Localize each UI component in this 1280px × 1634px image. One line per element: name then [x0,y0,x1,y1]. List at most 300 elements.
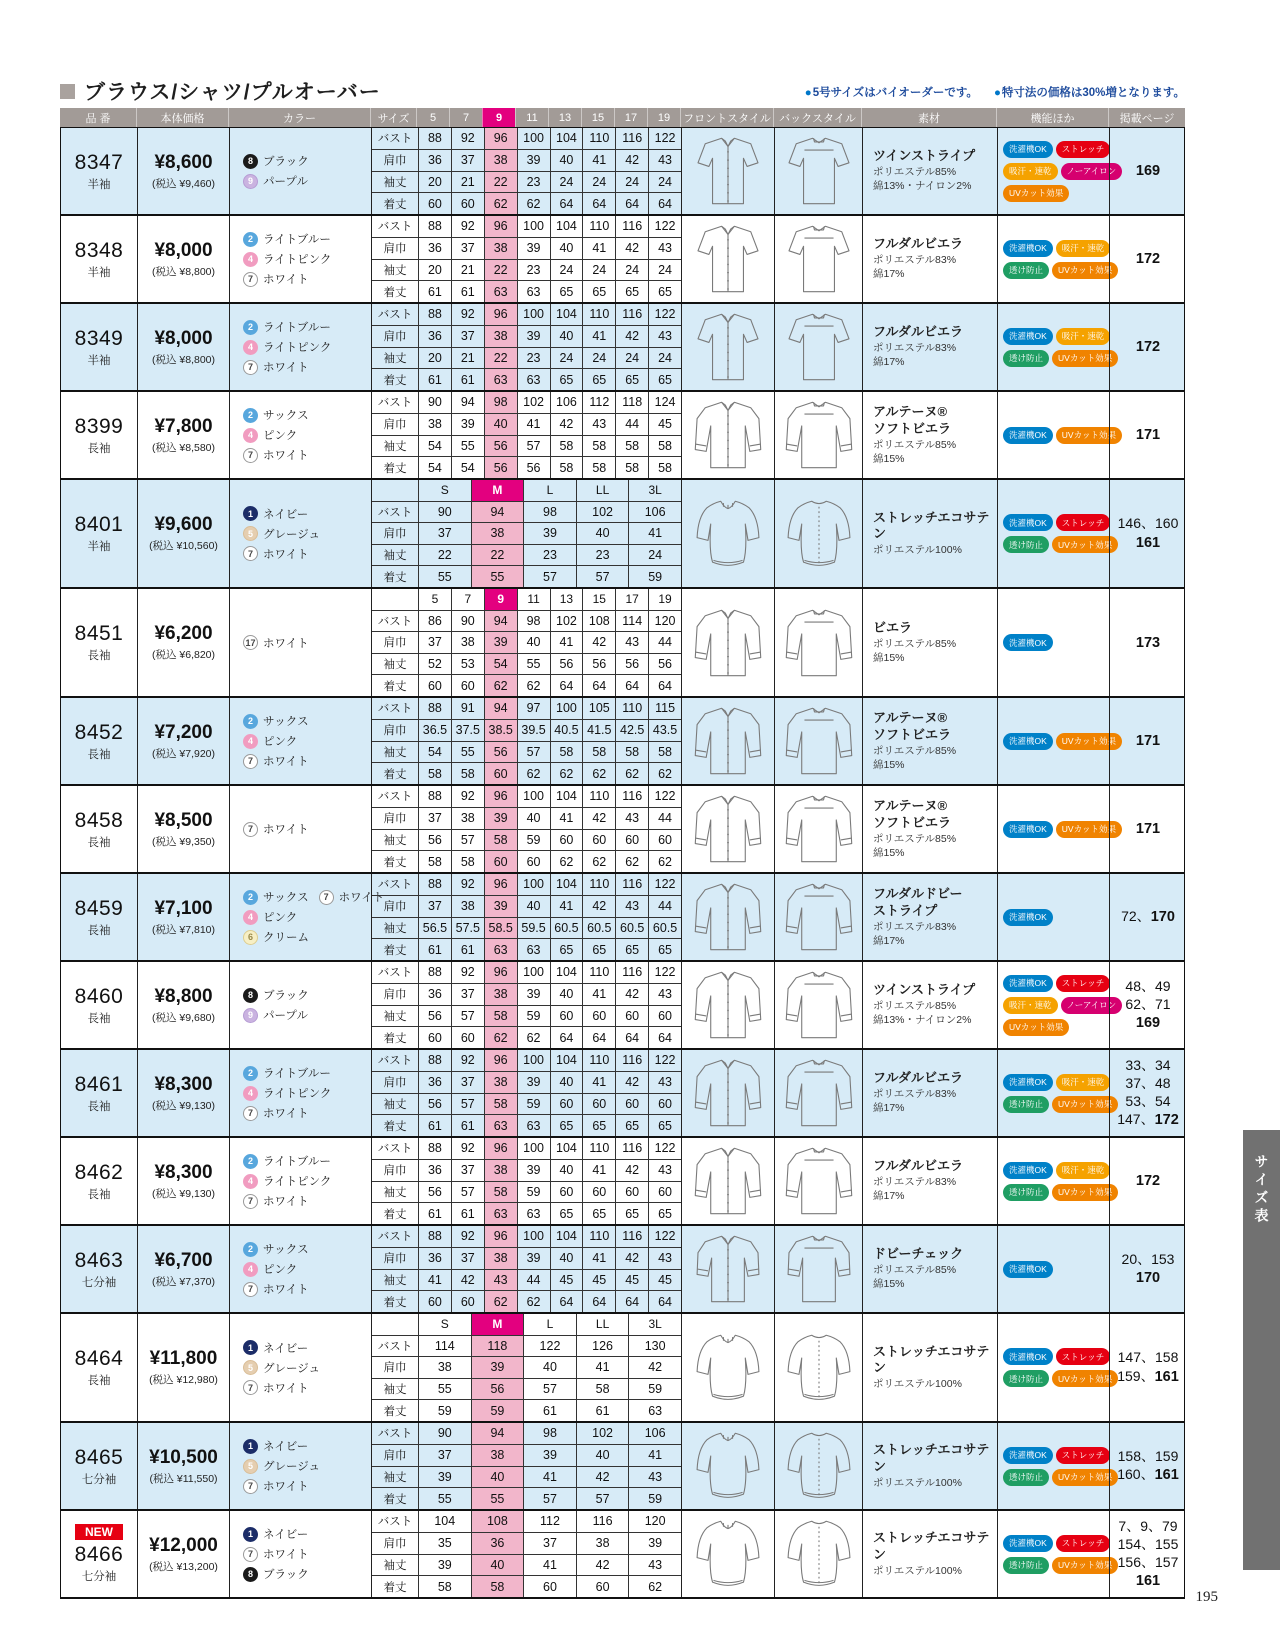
back-style-illustration [782,965,856,1045]
functions-cell [997,1511,1113,1597]
measure-value: 102 [576,1423,629,1444]
back-style-illustration [782,1426,856,1506]
measure-value: 62 [517,675,550,696]
material-name: フルダルビエラ [873,324,963,340]
measure-value: 57 [451,1094,484,1115]
measure-row [372,1247,681,1269]
measure-value: 122 [648,1138,681,1159]
page-reference: 147、172 [1117,1111,1179,1129]
color-label: ネイビー [263,1342,309,1355]
measure-value: 116 [615,874,648,895]
measure-label: バスト [377,1055,413,1068]
functions-cell [997,962,1117,1048]
measure-value: 88 [418,962,451,983]
measure-value: 57 [576,1488,629,1509]
sleeve-type: 半袖 [87,541,111,553]
function-badge-stretch: ストレッチ [1056,1348,1110,1365]
measure-row [372,1138,681,1159]
measure-row [372,544,681,566]
page-reference: 172 [1135,339,1161,356]
measure-value: 61 [451,281,484,302]
color-label: サックス [263,892,309,904]
color-label: ホワイト [263,1382,309,1395]
measure-value: 58 [484,1006,517,1027]
measure-value: 63 [517,1203,550,1224]
measure-value: 23 [517,348,550,369]
measure-label: 肩巾 [383,901,407,914]
measure-value: 100 [517,304,550,325]
price-cell [137,1314,229,1421]
material-name: ソフトビエラ [873,420,952,436]
color-label: グレージュ [263,528,321,541]
measure-value: 65 [550,939,583,960]
material-cell [862,698,997,784]
measure-value: 40 [484,414,517,435]
color-label: ライトピンク [263,1088,332,1100]
front-style-illustration [691,603,765,683]
color-label: パープル [263,176,308,188]
measure-value: 108 [471,1511,524,1532]
color-option [243,1193,309,1209]
color-swatch-icon: 7 [243,1282,258,1297]
measure-value: 90 [418,1423,471,1444]
color-options-cell [229,1138,371,1224]
measure-value: 60.5 [648,918,681,939]
measure-value: 59 [517,1094,550,1115]
price: ¥10,500 [149,1446,218,1468]
measure-row [372,1356,681,1378]
function-badge-stretch: ストレッチ [1056,1447,1110,1464]
measure-row [372,413,681,435]
measure-value: 100 [517,962,550,983]
measure-value: 110 [582,874,615,895]
measure-value: 59 [628,1379,681,1400]
measure-value: 60 [451,1291,484,1312]
material-cell [862,1314,997,1421]
measure-value: 100 [517,128,550,149]
measure-value: 58 [576,1379,629,1400]
size-header-cell: S [418,1314,471,1335]
measure-label: バスト [377,1428,413,1441]
product-id-cell [61,1226,137,1312]
measure-value: 65 [582,939,615,960]
measure-value: 96 [484,962,517,983]
measure-label: バスト [377,1143,413,1156]
page-title: ブラウス/シャツ/プルオーバー [84,81,381,104]
measure-value: 36 [418,150,451,171]
measure-value: 58 [418,851,451,872]
measure-value: 40 [550,150,583,171]
measure-value: 60 [517,851,550,872]
measure-row [372,192,681,214]
material-composition: ポリエステル100% [873,1564,962,1577]
measure-label: バスト [377,1516,413,1529]
measure-value: 56 [418,1094,451,1115]
color-label: クリーム [263,932,309,944]
material-composition: ポリエステル85% [873,438,957,451]
size-header-row [372,480,681,501]
measure-value: 42 [582,808,615,829]
measure-value: 36 [418,984,451,1005]
measure-value: 92 [451,1050,484,1071]
measure-value: 60 [418,675,451,696]
color-label: サックス [263,410,309,422]
measure-value: 36 [418,1072,451,1093]
measure-value: 62 [517,1291,550,1312]
measure-value: 38 [576,1533,629,1554]
color-label: ピンク [263,736,298,748]
measure-row [372,917,681,939]
function-badge-noiron: ノーアイロン [1061,163,1123,180]
front-style-illustration [691,1053,765,1133]
measure-row [372,1532,681,1554]
col-header-right-0: フロントスタイル [680,108,773,127]
color-label: ブラック [263,156,309,168]
color-option [243,173,308,189]
measure-value: 57 [451,1182,484,1203]
page-reference: 147、158 [1117,1349,1179,1366]
measure-value: 42 [576,1467,629,1488]
page-reference: 53、54 [1125,1093,1171,1110]
measure-value: 63 [484,281,517,302]
functions-cell [997,1138,1113,1224]
product-row-8452 [61,698,1184,786]
measure-value: 43 [484,1270,517,1291]
measure-value: 60 [550,830,583,851]
size-header-cell: 17 [615,589,648,610]
size-header-cell: 5 [418,589,451,610]
measure-value: 38 [484,1072,517,1093]
material-name: ソフトビエラ [873,814,952,830]
measure-value: 110 [582,1050,615,1071]
page-reference: 169 [1135,163,1161,180]
material-composition: 綿17% [873,1190,905,1203]
measure-value: 58 [582,436,615,457]
function-badge-uv: UVカット効果 [1056,821,1122,838]
material-name: ビエラ [873,619,913,635]
measure-value: 96 [484,786,517,807]
measure-value: 42 [615,1160,648,1181]
measure-value: 45 [648,1270,681,1291]
measure-value: 65 [648,1203,681,1224]
measure-row [372,435,681,457]
material-name: アルテーヌ® [873,709,948,725]
price-cell [137,480,229,587]
color-option [243,271,309,287]
sleeve-type: 長袖 [87,442,111,455]
measure-row [372,1444,681,1466]
measure-value: 114 [418,1336,471,1357]
tax-included-price: (税込 ¥8,800) [151,265,216,278]
measure-value: 100 [517,216,550,237]
material-cell [862,304,997,390]
product-row-8349 [61,304,1184,392]
measure-label: バスト [377,879,413,892]
page-reference: 37、48 [1125,1074,1171,1091]
color-option [243,231,331,247]
function-badge-wash: 洗濯機OK [1003,733,1053,750]
measure-value: 96 [484,1138,517,1159]
size-measurements-table [371,786,681,872]
measure-value: 58 [418,1576,471,1597]
measure-value: 110 [582,1226,615,1247]
measure-row [372,1114,681,1136]
color-label: ホワイト [263,1549,309,1561]
back-style-cell [774,698,862,784]
price: ¥8,300 [154,1161,213,1183]
price-cell [137,589,229,696]
measure-value: 39.5 [517,720,550,741]
measure-label: 着丈 [383,1405,407,1418]
size-measurements-table [371,480,681,587]
color-label: ライトブルー [263,1156,331,1168]
measure-row [372,983,681,1005]
measure-label: 着丈 [383,1581,407,1594]
measure-label: 着丈 [383,571,407,584]
measure-value: 37 [451,1248,484,1269]
measure-row [372,1423,681,1444]
tax-included-price: (税込 ¥9,350) [151,835,216,848]
measure-label: 袖丈 [383,1559,407,1572]
measure-row [372,1071,681,1093]
measure-value: 60 [582,830,615,851]
function-badge-uv: UVカット効果 [1052,1557,1118,1574]
measure-value: 39 [484,896,517,917]
page-reference: 169 [1135,1015,1161,1032]
tax-included-price: (税込 ¥8,800) [151,353,216,366]
page-reference: 170 [1135,1270,1161,1287]
measure-value: 43 [648,984,681,1005]
measure-value: 100 [517,1226,550,1247]
function-badge-uv: UVカット効果 [1003,1019,1069,1036]
measure-label: バスト [377,221,413,234]
measure-value: 42 [451,1270,484,1291]
front-style-cell [681,128,774,214]
material-name: フルダルドビー [873,885,963,901]
measure-value: 22 [418,545,471,566]
measure-label: 袖丈 [383,550,407,563]
tax-included-price: (税込 ¥7,810) [151,923,216,936]
catalog-pages-cell [1109,786,1186,872]
measure-row [372,698,681,719]
function-badge-sheer: 透け防止 [1003,1469,1049,1486]
price-cell [137,128,229,214]
measure-label: 袖丈 [383,1010,407,1023]
measure-value: 88 [418,698,451,719]
size-measurements-table [371,1138,681,1224]
material-cell [862,589,997,696]
catalog-pages-cell [1109,1423,1186,1509]
measure-value: 37 [418,523,471,544]
measure-label: 袖丈 [383,834,407,847]
page-number: 195 [1195,1589,1218,1605]
measure-value: 96 [484,1050,517,1071]
measure-value: 116 [615,304,648,325]
measure-value: 36 [418,1160,451,1181]
function-badge-sweat: 吸汗・速乾 [1003,997,1058,1014]
measure-value: 64 [648,1291,681,1312]
measure-label: 着丈 [383,768,407,781]
material-name: ドビーチェック [873,1246,964,1262]
color-label: ライトピンク [263,254,332,266]
color-option [243,1566,309,1582]
measure-value: 63 [517,369,550,390]
tax-included-price: (税込 ¥7,370) [151,1275,216,1288]
color-options-cell [229,786,371,872]
col-header-right-2: 素材 [861,108,996,127]
color-swatch-icon: 7 [319,890,334,905]
size-header-cell: 13 [550,589,583,610]
measure-value: 65 [550,281,583,302]
measure-value: 100 [517,874,550,895]
catalog-pages-cell [1109,304,1186,390]
measure-value: 43 [615,808,648,829]
col-header-right-3: 機能ほか [996,108,1108,127]
function-badge-wash: 洗濯機OK [1003,634,1053,651]
product-id-cell [61,1138,137,1224]
measure-value: 37 [418,808,451,829]
size-measurements-table [371,1050,681,1136]
measure-value: 22 [484,348,517,369]
measure-value: 38 [484,150,517,171]
color-options-cell [229,216,371,302]
function-badge-stretch: ストレッチ [1056,514,1110,531]
function-badge-uv: UVカット効果 [1056,733,1122,750]
measure-value: 43 [648,1072,681,1093]
sleeve-type: 七分袖 [81,1473,117,1486]
measure-value: 104 [550,1138,583,1159]
measure-row [372,962,681,983]
measure-value: 40 [550,984,583,1005]
back-style-cell [774,1423,862,1509]
material-composition: ポリエステル100% [873,1476,962,1489]
material-composition: ポリエステル85% [873,832,957,845]
measure-value: 62 [582,763,615,784]
front-style-cell [681,1423,774,1509]
measure-value: 64 [615,675,648,696]
color-swatch-icon: 8 [243,154,258,169]
measure-value: 36 [418,326,451,347]
measure-value: 55 [418,1379,471,1400]
measure-value: 41 [582,1072,615,1093]
color-swatch-icon: 8 [243,1567,258,1582]
color-swatch-icon: 1 [243,1439,258,1454]
function-badge-wash: 洗濯機OK [1003,1447,1053,1464]
material-composition: ポリエステル83% [873,920,957,933]
page-reference: 160、161 [1117,1466,1179,1484]
measure-label: 肩巾 [383,637,407,650]
measure-value: 61 [451,1115,484,1136]
measure-label: 袖丈 [383,440,407,453]
functions-cell [997,589,1109,696]
color-label: サックス [263,716,309,728]
product-id-cell [61,698,137,784]
measure-value: 106 [628,502,681,523]
measure-value: 100 [550,698,583,719]
color-option [243,153,309,169]
measure-value: 60 [451,1027,484,1048]
sleeve-type: 半袖 [87,354,111,367]
functions-cell [997,1314,1113,1421]
size-header-cell: S [418,480,471,501]
color-option [243,1478,309,1494]
measure-value: 41 [582,150,615,171]
measure-value: 55 [418,566,471,587]
color-label: ホワイト [263,362,309,374]
measure-value: 43 [615,896,648,917]
measure-value: 97 [517,698,550,719]
color-swatch-icon: 2 [243,1154,258,1169]
material-name: フルダルビエラ [873,1070,963,1086]
note-1: ●5号サイズはバイオーダーです。 [804,87,978,99]
measure-value: 24 [615,260,648,281]
measure-value: 116 [615,128,648,149]
color-label: ホワイト [263,637,309,650]
material-composition: ポリエステル100% [873,544,962,557]
measure-label: 肩巾 [383,813,407,826]
measure-value: 24 [648,172,681,193]
measure-value: 92 [451,1226,484,1247]
color-label: ネイビー [263,1441,309,1453]
color-swatch-icon: 1 [243,1340,258,1355]
measure-value: 37 [523,1533,576,1554]
price: ¥8,000 [154,327,213,349]
measure-value: 60 [648,1182,681,1203]
sleeve-type: 長袖 [87,1012,111,1025]
back-style-illustration [782,701,856,781]
color-swatch-icon: 2 [243,890,258,905]
back-style-cell [774,1050,862,1136]
measure-row [372,1399,681,1421]
color-label: ネイビー [263,508,309,521]
material-composition: 綿15% [873,452,905,465]
measure-value: 110 [582,128,615,149]
material-name: フルダルビエラ [873,1158,963,1174]
material-composition: ポリエステル85% [873,1264,957,1277]
measure-row [372,237,681,259]
measure-value: 20 [418,348,451,369]
col-header-2: カラー [228,108,370,127]
measure-value: 61 [418,1115,451,1136]
product-id-cell [61,392,137,478]
material-composition: ポリエステル85% [873,166,957,179]
measure-value: 64 [582,675,615,696]
color-label: グレージュ [263,1461,321,1473]
measure-value: 88 [418,304,451,325]
measure-value: 40 [550,238,583,259]
product-code: 8463 [74,1248,124,1272]
measure-value: 110 [615,698,648,719]
measure-label: 肩巾 [383,331,407,344]
color-label: ピンク [263,1264,298,1276]
measure-value: 60 [418,1027,451,1048]
measure-value: 39 [517,150,550,171]
measure-row [372,1290,681,1312]
measure-value: 41 [550,808,583,829]
measure-value: 62 [582,851,615,872]
color-option [243,733,297,749]
functions-cell [997,1226,1109,1312]
back-style-cell [774,874,862,960]
material-name: ツインストライプ [873,148,976,164]
measure-value: 102 [576,502,629,523]
size-header-row [372,1314,681,1335]
function-badge-sheer: 透け防止 [1003,1184,1049,1201]
measure-value: 61 [418,281,451,302]
measure-row [372,304,681,325]
tax-included-price: (税込 ¥12,980) [149,1374,218,1386]
price: ¥8,800 [154,985,213,1007]
